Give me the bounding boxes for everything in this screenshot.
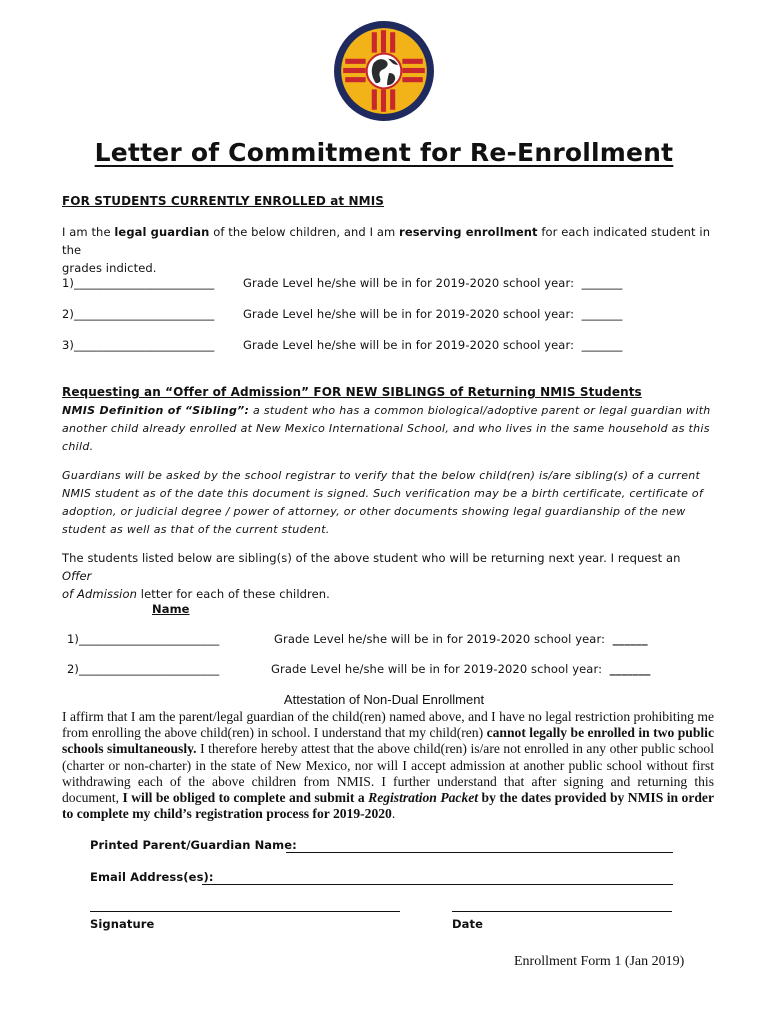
student-name-blank[interactable]: 3)________________________	[62, 338, 215, 352]
printed-name-label: Printed Parent/Guardian Name:	[90, 838, 297, 852]
sibling-definition: NMIS Definition of “Sibling”: a student who has a common biological/adoptive parent or legal guardian with another child already enrolled at New Mexico International School, and who lives in the same household as this child.	[62, 404, 711, 453]
signature-field[interactable]	[90, 911, 400, 912]
document-title: Letter of Commitment for Re-Enrollment	[94, 138, 674, 167]
grade-level-label: Grade Level he/she will be in for 2019-2020 school year: _______	[243, 276, 623, 290]
grade-level-label: Grade Level he/she will be in for 2019-2020 school year: _______	[243, 338, 623, 352]
grade-level-label: Grade Level he/she will be in for 2019-2020 school year: ______	[274, 632, 648, 646]
sibling-name-blank[interactable]: 2)________________________	[67, 662, 220, 676]
form-footer: Enrollment Form 1 (Jan 2019)	[514, 954, 685, 969]
sibling-row[interactable]	[67, 632, 648, 646]
section-heading-current-students: FOR STUDENTS CURRENTLY ENROLLED at NMIS	[62, 194, 385, 208]
current-student-row[interactable]	[62, 307, 623, 321]
current-students-intro: I am the legal guardian of the below children, and I am reserving enrollment for each indicated student in the grades indicted.	[62, 225, 711, 275]
printed-name-row	[90, 838, 680, 852]
grade-level-blank[interactable]: ______	[612, 632, 648, 646]
student-name-blank[interactable]: 1)________________________	[62, 276, 215, 290]
student-name-blank[interactable]: 2)________________________	[62, 307, 215, 321]
grade-level-label: Grade Level he/she will be in for 2019-2020 school year: _______	[243, 307, 623, 321]
printed-name-field[interactable]	[286, 852, 673, 853]
grade-level-label: Grade Level he/she will be in for 2019-2020 school year: _______	[271, 662, 651, 676]
section-heading-new-siblings: Requesting an “Offer of Admission” FOR NEW SIBLINGS of Returning NMIS Students	[62, 385, 642, 399]
school-logo	[333, 20, 435, 122]
verification-note: Guardians will be asked by the school registrar to verify that the below child(ren) is/are sibling(s) of a current NMIS student as of the date this document is signed. Such verification may be a birth certificate, certificate of adoption, or judicial degree / power of attorney, or other documents showing legal guardianship of the new student as well as that of the current student.	[62, 469, 704, 536]
current-student-row[interactable]	[62, 276, 623, 290]
grade-level-blank[interactable]: _______	[581, 307, 623, 321]
name-column-header: Name	[152, 602, 190, 616]
date-field[interactable]	[452, 911, 672, 912]
grade-level-blank[interactable]: _______	[609, 662, 651, 676]
siblings-request-text: The students listed below are sibling(s) of the above student who will be returning next year. I request an Offer of Admission letter for each of these children.	[62, 551, 681, 601]
sibling-row[interactable]	[67, 662, 651, 676]
grade-level-blank[interactable]: _______	[581, 276, 623, 290]
email-field[interactable]	[202, 884, 673, 885]
attestation-heading: Attestation of Non-Dual Enrollment	[283, 692, 485, 707]
email-row	[90, 870, 680, 884]
date-label: Date	[452, 917, 484, 931]
email-label: Email Address(es):	[90, 870, 214, 884]
sibling-name-blank[interactable]: 1)________________________	[67, 632, 220, 646]
current-student-row[interactable]	[62, 338, 623, 352]
attestation-body: I affirm that I am the parent/legal guardian of the child(ren) named above, and I have no legal restriction prohibiting me from enrolling the above child(ren) in school. I understand that my child(ren) cannot legally be enrolled in two public schools simultaneously. I therefore hereby attest that the above child(ren) is/are not enrolled in any other public school (charter or non-charter) in the state of New Mexico, nor will I accept admission at another public school without first withdrawing each of the above children from NMIS. I further understand that after signing and returning this document, I will be obliged to complete and submit a Registration Packet by the dates provided by NMIS in order to complete my child’s registration process for 2019-2020.	[62, 709, 714, 822]
grade-level-blank[interactable]: _______	[581, 338, 623, 352]
signature-label: Signature	[90, 917, 155, 931]
